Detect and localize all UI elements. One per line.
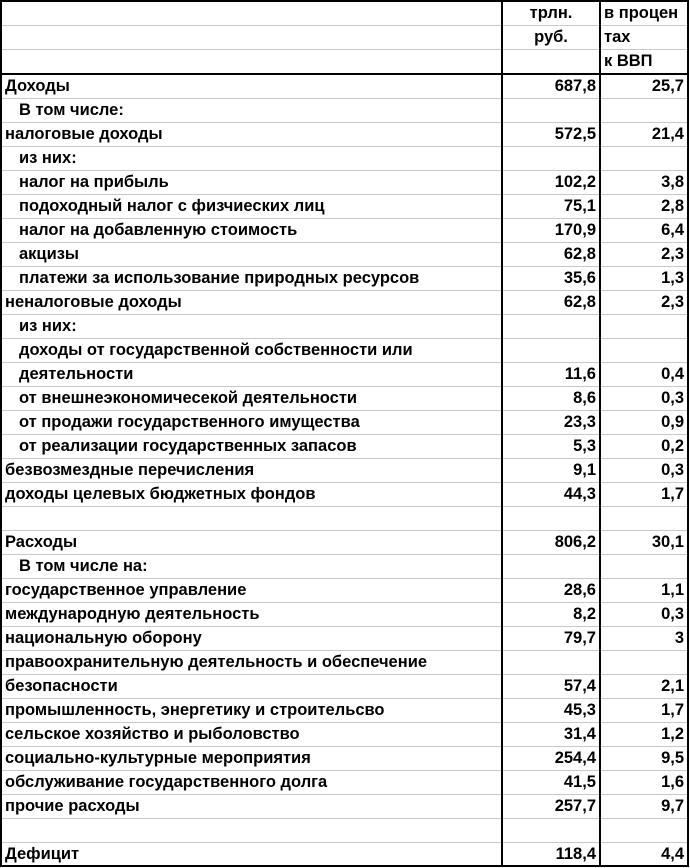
row-label: безопасности bbox=[2, 675, 502, 699]
row-value-percent-gdp: 1,6 bbox=[600, 771, 687, 795]
row-value-percent-gdp: 1,7 bbox=[600, 699, 687, 723]
row-value-percent-gdp bbox=[600, 819, 687, 843]
row-value-trillion-rub: 170,9 bbox=[502, 219, 600, 243]
table-row bbox=[2, 507, 687, 531]
table-row bbox=[2, 339, 687, 363]
row-label: налоговые доходы bbox=[2, 123, 502, 147]
row-value-trillion-rub bbox=[502, 555, 600, 579]
table-row bbox=[2, 74, 687, 99]
row-value-percent-gdp: 9,7 bbox=[600, 795, 687, 819]
row-value-trillion-rub: 45,3 bbox=[502, 699, 600, 723]
table-row bbox=[2, 603, 687, 627]
row-value-percent-gdp: 1,2 bbox=[600, 723, 687, 747]
row-value-percent-gdp: 2,3 bbox=[600, 243, 687, 267]
row-value-percent-gdp: 1,3 bbox=[600, 267, 687, 291]
row-value-percent-gdp bbox=[600, 651, 687, 675]
row-value-trillion-rub: 28,6 bbox=[502, 579, 600, 603]
header-row bbox=[2, 50, 687, 75]
row-label: правоохранительную деятельность и обеспечение bbox=[2, 651, 502, 675]
row-label: национальную оборону bbox=[2, 627, 502, 651]
row-label: доходы от государственной собственности или bbox=[2, 339, 502, 363]
row-value-percent-gdp: 0,9 bbox=[600, 411, 687, 435]
table-row bbox=[2, 435, 687, 459]
row-label bbox=[2, 819, 502, 843]
row-value-trillion-rub: 8,2 bbox=[502, 603, 600, 627]
table-row bbox=[2, 459, 687, 483]
row-value-percent-gdp bbox=[600, 507, 687, 531]
row-value-percent-gdp: 6,4 bbox=[600, 219, 687, 243]
row-value-percent-gdp bbox=[600, 147, 687, 171]
header-units-cell: трлн. bbox=[502, 2, 600, 26]
header-percent-cell: к ВВП bbox=[600, 50, 687, 75]
row-label bbox=[2, 507, 502, 531]
row-label: доходы целевых бюджетных фондов bbox=[2, 483, 502, 507]
row-label: Расходы bbox=[2, 531, 502, 555]
table-row bbox=[2, 171, 687, 195]
header-percent-cell: тах bbox=[600, 26, 687, 50]
row-value-trillion-rub: 806,2 bbox=[502, 531, 600, 555]
row-value-trillion-rub: 257,7 bbox=[502, 795, 600, 819]
row-label: налог на добавленную стоимость bbox=[2, 219, 502, 243]
table-row bbox=[2, 219, 687, 243]
row-value-trillion-rub bbox=[502, 507, 600, 531]
table-row bbox=[2, 411, 687, 435]
row-value-percent-gdp: 0,3 bbox=[600, 387, 687, 411]
table-row bbox=[2, 819, 687, 843]
row-value-trillion-rub: 79,7 bbox=[502, 627, 600, 651]
row-label: от продажи государственного имущества bbox=[2, 411, 502, 435]
table-row bbox=[2, 651, 687, 675]
header-row bbox=[2, 2, 687, 26]
budget-table bbox=[2, 2, 687, 866]
table-row bbox=[2, 387, 687, 411]
row-value-trillion-rub: 118,4 bbox=[502, 843, 600, 867]
table-row bbox=[2, 699, 687, 723]
row-label: международную деятельность bbox=[2, 603, 502, 627]
row-value-trillion-rub: 687,8 bbox=[502, 74, 600, 99]
row-label: неналоговые доходы bbox=[2, 291, 502, 315]
row-value-percent-gdp: 2,3 bbox=[600, 291, 687, 315]
row-label: подоходный налог с физчиеских лиц bbox=[2, 195, 502, 219]
table-row bbox=[2, 147, 687, 171]
row-label: обслуживание государственного долга bbox=[2, 771, 502, 795]
row-label: акцизы bbox=[2, 243, 502, 267]
row-value-trillion-rub: 75,1 bbox=[502, 195, 600, 219]
row-label: социально-культурные мероприятия bbox=[2, 747, 502, 771]
header-empty-cell bbox=[2, 50, 502, 75]
row-label: государственное управление bbox=[2, 579, 502, 603]
table-row bbox=[2, 99, 687, 123]
row-value-percent-gdp: 2,8 bbox=[600, 195, 687, 219]
header-empty-cell bbox=[2, 2, 502, 26]
row-label: В том числе: bbox=[2, 99, 502, 123]
table-row bbox=[2, 747, 687, 771]
row-label: промышленность, энергетику и строительсво bbox=[2, 699, 502, 723]
table-row bbox=[2, 579, 687, 603]
row-label: прочие расходы bbox=[2, 795, 502, 819]
table-row bbox=[2, 363, 687, 387]
row-value-trillion-rub: 102,2 bbox=[502, 171, 600, 195]
table-row bbox=[2, 315, 687, 339]
row-label: В том числе на: bbox=[2, 555, 502, 579]
row-label: безвозмездные перечисления bbox=[2, 459, 502, 483]
row-value-trillion-rub: 57,4 bbox=[502, 675, 600, 699]
row-label: платежи за использование природных ресурсов bbox=[2, 267, 502, 291]
row-value-trillion-rub: 572,5 bbox=[502, 123, 600, 147]
header-percent-cell: в процен bbox=[600, 2, 687, 26]
row-value-trillion-rub bbox=[502, 147, 600, 171]
row-label: из них: bbox=[2, 147, 502, 171]
row-label: деятельности bbox=[2, 363, 502, 387]
row-label: Дефицит bbox=[2, 843, 502, 867]
row-value-percent-gdp: 0,4 bbox=[600, 363, 687, 387]
row-value-percent-gdp: 25,7 bbox=[600, 74, 687, 99]
row-value-trillion-rub bbox=[502, 651, 600, 675]
table-row bbox=[2, 483, 687, 507]
row-value-trillion-rub: 35,6 bbox=[502, 267, 600, 291]
row-value-percent-gdp: 9,5 bbox=[600, 747, 687, 771]
row-value-trillion-rub: 41,5 bbox=[502, 771, 600, 795]
row-value-percent-gdp: 21,4 bbox=[600, 123, 687, 147]
table-row bbox=[2, 243, 687, 267]
row-value-trillion-rub bbox=[502, 819, 600, 843]
table-row bbox=[2, 195, 687, 219]
row-value-trillion-rub bbox=[502, 339, 600, 363]
row-value-percent-gdp: 3,8 bbox=[600, 171, 687, 195]
row-value-percent-gdp bbox=[600, 99, 687, 123]
table-row bbox=[2, 291, 687, 315]
row-value-percent-gdp: 1,7 bbox=[600, 483, 687, 507]
row-value-trillion-rub: 8,6 bbox=[502, 387, 600, 411]
row-label: налог на прибыль bbox=[2, 171, 502, 195]
header-row bbox=[2, 26, 687, 50]
row-value-percent-gdp: 0,2 bbox=[600, 435, 687, 459]
row-value-percent-gdp: 3 bbox=[600, 627, 687, 651]
row-value-percent-gdp: 4,4 bbox=[661, 845, 684, 863]
row-value-trillion-rub: 9,1 bbox=[502, 459, 600, 483]
row-value-trillion-rub: 62,8 bbox=[502, 291, 600, 315]
row-label: из них: bbox=[2, 315, 502, 339]
row-value-percent-gdp: 30,1 bbox=[600, 531, 687, 555]
row-label: от реализации государственных запасов bbox=[2, 435, 502, 459]
table-row bbox=[2, 771, 687, 795]
table-row bbox=[2, 843, 687, 867]
row-value-trillion-rub: 62,8 bbox=[502, 243, 600, 267]
row-value-percent-gdp bbox=[600, 555, 687, 579]
table-row bbox=[2, 123, 687, 147]
row-label: от внешнеэкономичесекой деятельности bbox=[2, 387, 502, 411]
row-value-percent-gdp: 2,1 bbox=[600, 675, 687, 699]
row-value-trillion-rub: 5,3 bbox=[502, 435, 600, 459]
table-row bbox=[2, 267, 687, 291]
row-value-trillion-rub bbox=[502, 315, 600, 339]
budget-table-body bbox=[2, 2, 687, 866]
header-units-cell bbox=[502, 50, 600, 75]
row-value-trillion-rub bbox=[502, 99, 600, 123]
row-value-trillion-rub: 254,4 bbox=[502, 747, 600, 771]
row-label: сельское хозяйство и рыболовство bbox=[2, 723, 502, 747]
row-value-percent-gdp: 0,3 bbox=[600, 603, 687, 627]
table-row bbox=[2, 675, 687, 699]
table-row bbox=[2, 795, 687, 819]
row-value-percent-gdp: 0,3 bbox=[600, 459, 687, 483]
row-value-percent-gdp bbox=[600, 315, 687, 339]
row-value-trillion-rub: 31,4 bbox=[502, 723, 600, 747]
row-value-trillion-rub: 11,6 bbox=[502, 363, 600, 387]
header-units-cell: руб. bbox=[502, 26, 600, 50]
table-row bbox=[2, 555, 687, 579]
row-label: Доходы bbox=[2, 74, 502, 99]
row-value-trillion-rub: 44,3 bbox=[502, 483, 600, 507]
table-row bbox=[2, 723, 687, 747]
row-value-percent-gdp bbox=[600, 339, 687, 363]
row-value-trillion-rub: 23,3 bbox=[502, 411, 600, 435]
table-row bbox=[2, 531, 687, 555]
row-value-percent-gdp: 1,1 bbox=[600, 579, 687, 603]
table-row bbox=[2, 627, 687, 651]
header-empty-cell bbox=[2, 26, 502, 50]
